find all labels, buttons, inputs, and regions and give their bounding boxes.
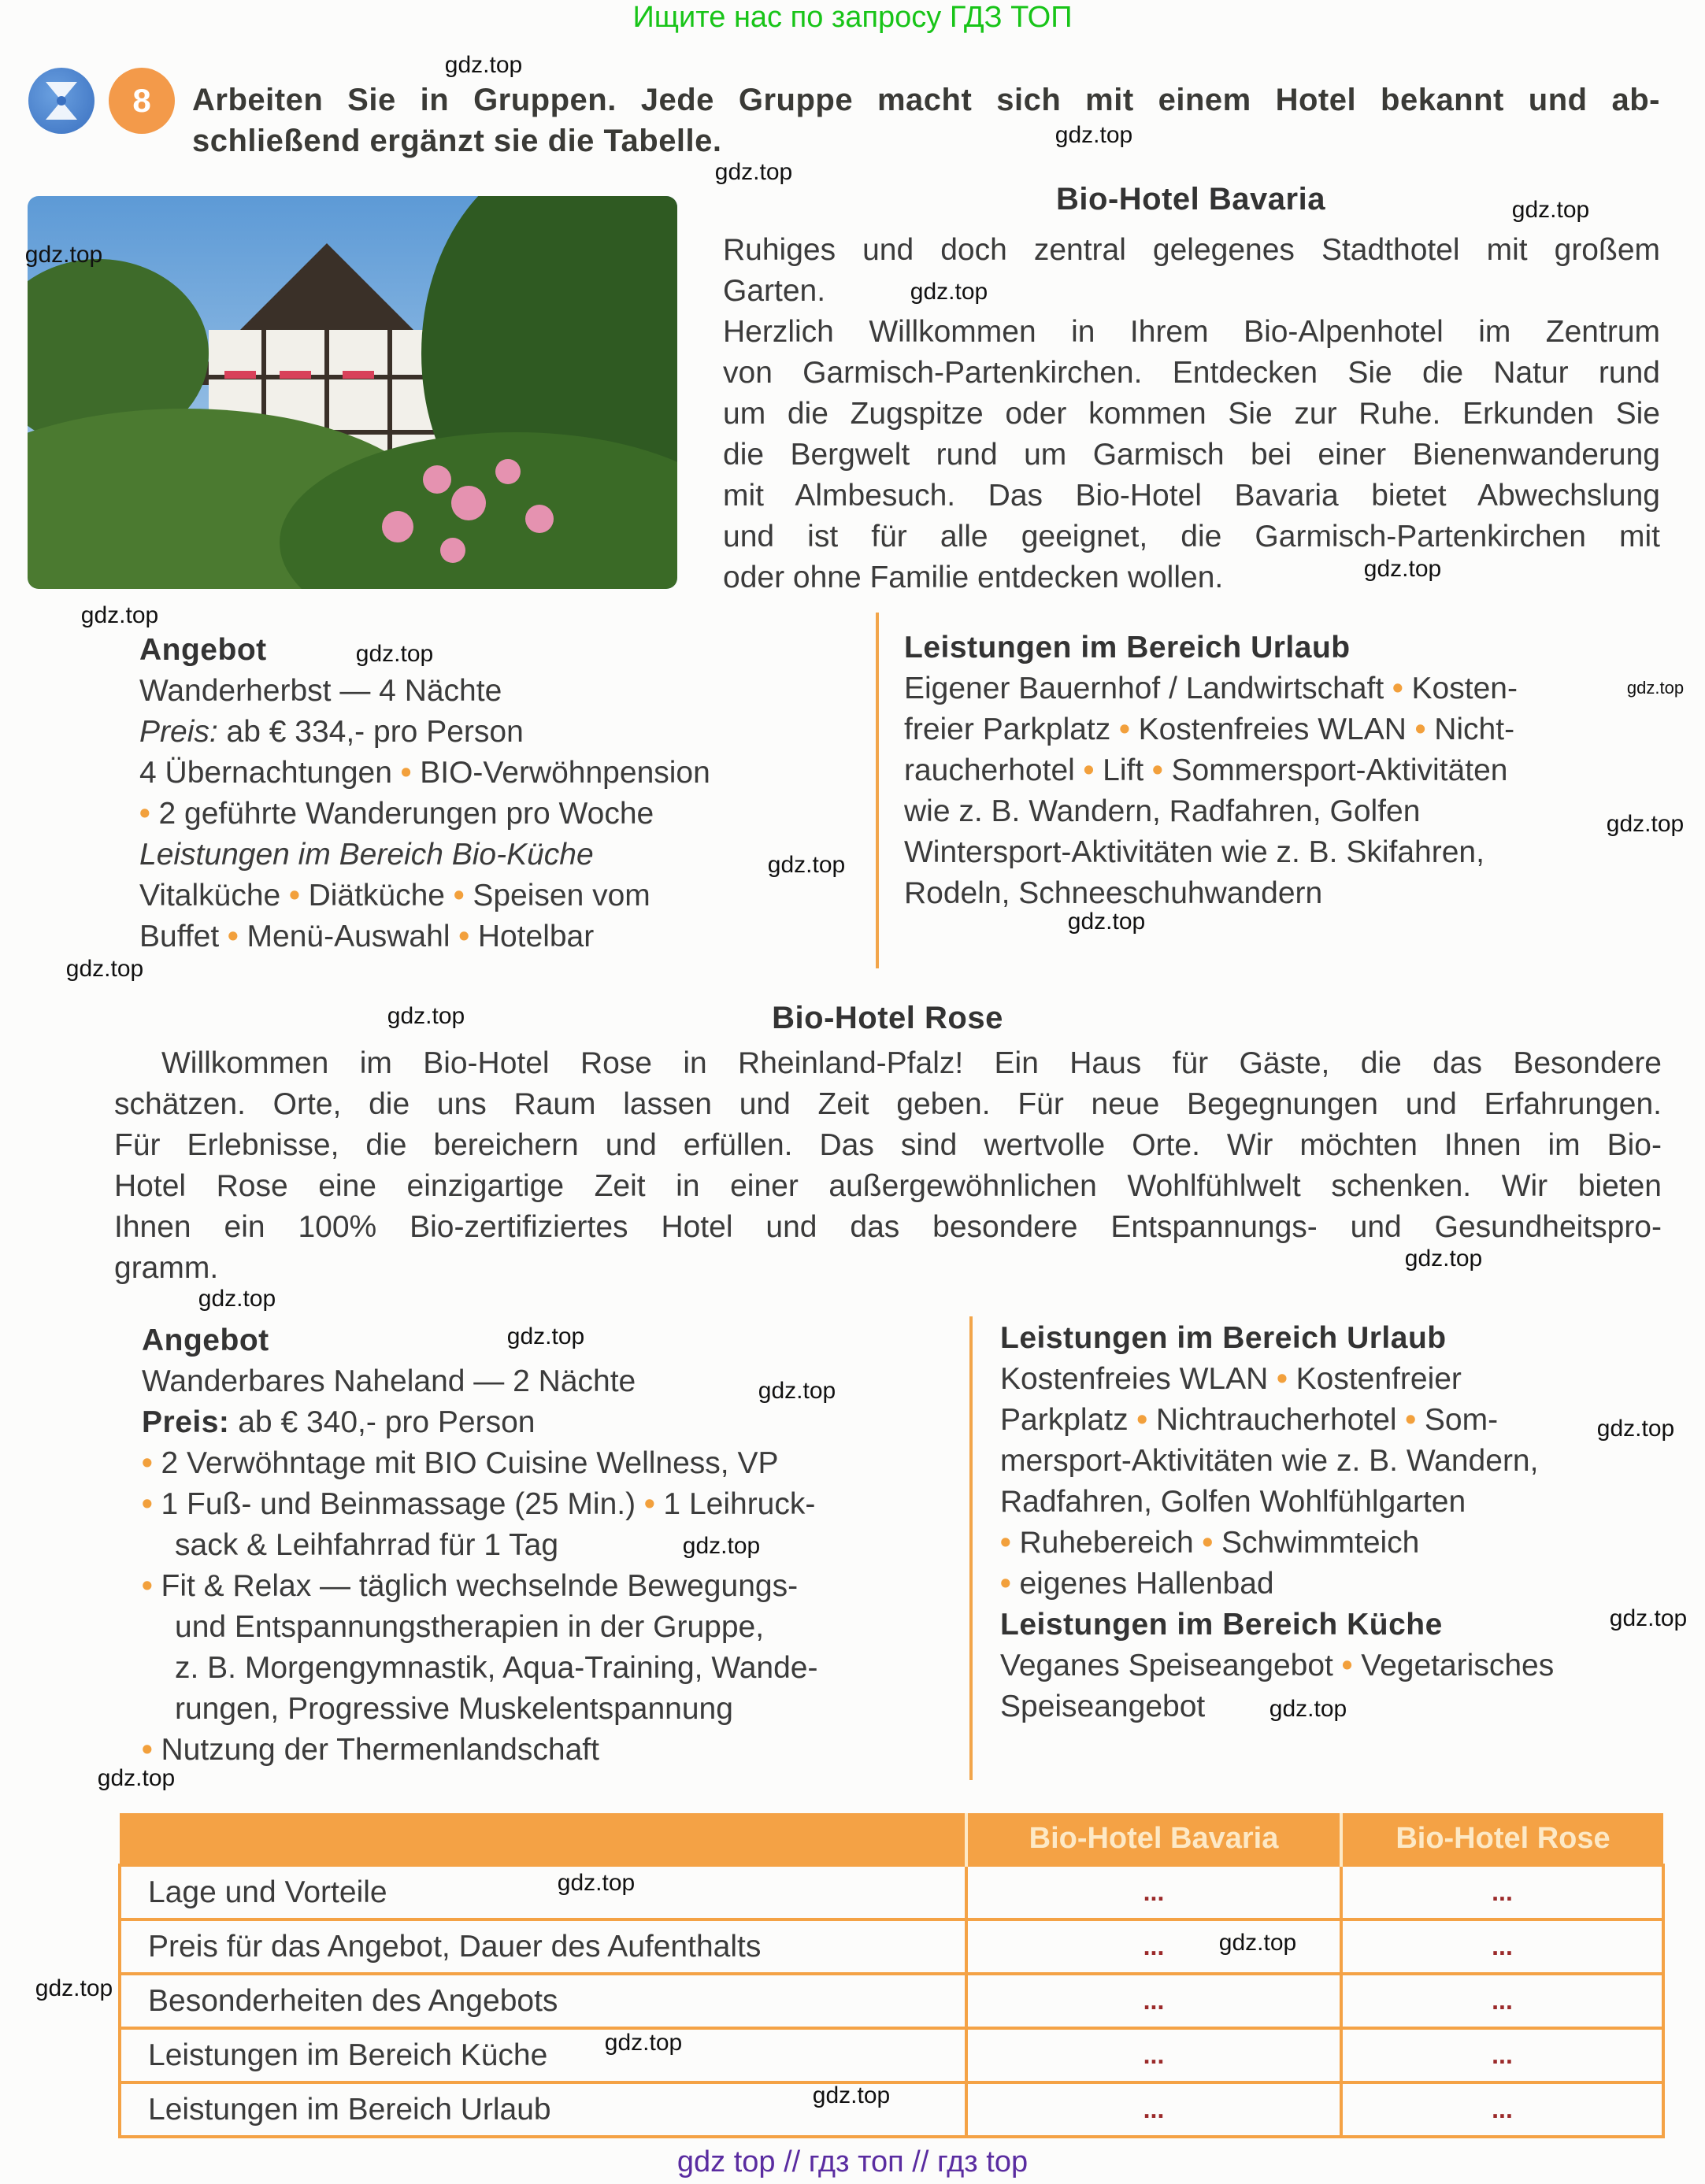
list-line: Kostenfreies WLAN • Kostenfreier <box>1000 1362 1462 1396</box>
watermark: gdz.top <box>682 1533 761 1559</box>
watermark: gdz.top <box>758 1378 836 1404</box>
paragraph-line: mit Almbesuch. Das Bio-Hotel Bavaria bietet Abwechslung <box>723 479 1660 513</box>
list-line: raucherhotel • Lift • Sommersport-Aktivitäten <box>904 753 1508 787</box>
bullet-icon: • <box>142 1733 153 1767</box>
task-number-badge: 8 <box>109 68 175 134</box>
paragraph-line: oder ohne Familie entdecken wollen. <box>723 561 1224 594</box>
list-line: Veganes Speiseangebot • Vegetarisches <box>1000 1649 1555 1682</box>
top-banner: Ищите нас по запросу ГДЗ ТОП <box>632 1 1073 34</box>
bullet-icon: • <box>458 920 469 953</box>
list-line: Radfahren, Golfen Wohlfühlgarten <box>1000 1485 1466 1519</box>
paragraph-line: Garten. <box>723 274 826 308</box>
task-line: schließend ergänzt sie die Tabelle. <box>192 124 722 158</box>
rose-title: Bio-Hotel Rose <box>772 1001 1003 1035</box>
rose-cell: ... <box>1341 1865 1663 1919</box>
watermark: gdz.top <box>1626 678 1685 698</box>
list-line: Rodeln, Schneeschuhwandern <box>904 876 1323 910</box>
bullet-icon: • <box>1392 672 1403 705</box>
row-label: Preis für das Angebot, Dauer des Aufenthalts <box>120 1919 966 1974</box>
list-line: Wanderherbst — 4 Nächte <box>139 674 502 708</box>
bullet-icon: • <box>1136 1403 1148 1437</box>
bavaria-cell: ... <box>966 2028 1341 2082</box>
row-label: Lage und Vorteile <box>120 1865 966 1919</box>
bullet-icon: • <box>139 797 150 831</box>
footer-banner: gdz top // гдз топ // гдз top <box>676 2145 1029 2178</box>
watermark: gdz.top <box>1606 811 1685 837</box>
task-instruction <box>192 80 1660 161</box>
rose-cell: ... <box>1341 1974 1663 2028</box>
watermark: gdz.top <box>506 1323 585 1349</box>
bullet-icon: • <box>1202 1526 1214 1560</box>
row-label: Leistungen im Bereich Küche <box>120 2028 966 2082</box>
rose-cell: ... <box>1341 2028 1663 2082</box>
paragraph-line: und ist für alle geeignet, die Garmisch-Partenkirchen mit <box>723 520 1660 553</box>
watermark: gdz.top <box>1067 909 1146 935</box>
bullet-icon: • <box>1000 1567 1011 1601</box>
task-line: Arbeiten Sie in Gruppen. Jede Gruppe macht sich mit einem Hotel bekannt und ab- <box>192 83 1660 117</box>
watermark: gdz.top <box>812 2082 891 2108</box>
bullet-icon: • <box>453 879 465 912</box>
list-line: Buffet • Menü-Auswahl • Hotelbar <box>139 920 595 953</box>
list-line: Wintersport-Aktivitäten wie z. B. Skifahren, <box>904 835 1484 869</box>
watermark: gdz.top <box>910 279 988 305</box>
watermark: gdz.top <box>714 159 793 185</box>
bavaria-offer <box>139 630 710 957</box>
list-line: rungen, Progressive Muskelentspannung <box>175 1692 733 1726</box>
bullet-icon: • <box>400 756 412 790</box>
list-line: mersport-Aktivitäten wie z. B. Wandern, <box>1000 1444 1539 1478</box>
watermark: gdz.top <box>198 1286 276 1312</box>
rose-cell: ... <box>1341 2082 1663 2137</box>
bullet-icon: • <box>1083 753 1095 787</box>
bavaria-services <box>904 627 1518 914</box>
watermark: gdz.top <box>35 1975 113 2001</box>
list-line: • 1 Fuß- und Beinmassage (25 Min.) • 1 Leihruck- <box>142 1487 816 1521</box>
paragraph-line: schätzen. Orte, die uns Raum lassen und Zeit geben. Für neue Begegnungen und Erfahrungen. <box>114 1087 1662 1121</box>
watermark: gdz.top <box>24 242 103 268</box>
bullet-icon: • <box>142 1569 153 1603</box>
paragraph-line: die Bergwelt rund um Garmisch bei einer Bienenwanderung <box>723 438 1660 472</box>
group-work-icon <box>28 68 95 134</box>
watermark: gdz.top <box>1511 197 1590 223</box>
table-row <box>120 2082 1663 2137</box>
bullet-icon: • <box>643 1487 655 1521</box>
list-line: Eigener Bauernhof / Landwirtschaft • Kosten- <box>904 672 1518 705</box>
list-line: Vitalküche • Diätküche • Speisen vom <box>139 879 650 912</box>
bavaria-cell: ... <box>966 1919 1341 1974</box>
section-heading: Angebot <box>142 1323 269 1357</box>
row-label: Besonderheiten des Angebots <box>120 1974 966 2028</box>
bavaria-cell: ... <box>966 2082 1341 2137</box>
watermark: gdz.top <box>767 852 846 878</box>
paragraph-line: um die Zugspitze oder kommen Sie zur Ruhe. Erkunden Sie <box>723 397 1660 431</box>
table-row <box>120 1974 1663 2028</box>
list-line: • 2 Verwöhntage mit BIO Cuisine Wellness, VP <box>142 1446 779 1480</box>
watermark: gdz.top <box>1363 556 1442 582</box>
bullet-icon: • <box>142 1446 153 1480</box>
paragraph-line: Hotel Rose eine einzigartige Zeit in einer außergewöhnlichen Wohlfühlwelt schenken. Wir bieten <box>114 1169 1662 1203</box>
watermark: gdz.top <box>97 1765 176 1791</box>
watermark: gdz.top <box>1269 1696 1347 1722</box>
watermark: gdz.top <box>65 956 144 982</box>
price-line: Preis: ab € 340,- pro Person <box>142 1405 536 1439</box>
table-row <box>120 1865 1663 1919</box>
price-label: Preis: <box>139 715 218 749</box>
watermark: gdz.top <box>355 641 434 667</box>
bullet-icon: • <box>142 1487 153 1521</box>
section-heading: Leistungen im Bereich Urlaub <box>904 631 1351 664</box>
bullet-icon: • <box>228 920 239 953</box>
bullet-icon: • <box>1000 1526 1011 1560</box>
watermark: gdz.top <box>444 52 523 78</box>
table-row <box>120 1919 1663 1974</box>
table-header-row <box>120 1813 1663 1865</box>
watermark: gdz.top <box>80 602 159 628</box>
paragraph-line: Ihnen ein 100% Bio-zertifiziertes Hotel und das besondere Entspannungs- und Gesundheitspro- <box>114 1210 1662 1244</box>
hotel-bavaria-photo <box>28 196 677 589</box>
table-header-rose: Bio-Hotel Rose <box>1341 1813 1663 1865</box>
paragraph-line: Ruhiges und doch zentral gelegenes Stadthotel mit großem <box>723 233 1660 267</box>
table-header-empty <box>120 1813 966 1865</box>
list-line: • eigenes Hallenbad <box>1000 1567 1274 1601</box>
paragraph-line: Für Erlebnisse, die bereichern und erfüllen. Das sind wertvolle Orte. Wir möchten Ihnen im Bio- <box>114 1128 1662 1162</box>
bullet-icon: • <box>1119 713 1130 746</box>
divider-line <box>969 1316 973 1780</box>
list-line: • Fit & Relax — täglich wechselnde Bewegungs- <box>142 1569 799 1603</box>
bullet-icon: • <box>1341 1649 1353 1682</box>
list-line: und Entspannungstherapien in der Gruppe, <box>175 1610 765 1644</box>
watermark: gdz.top <box>1218 1930 1297 1956</box>
price-label: Preis: <box>142 1405 230 1439</box>
list-line: freier Parkplatz • Kostenfreies WLAN • Nicht- <box>904 713 1515 746</box>
paragraph-line: Willkommen im Bio-Hotel Rose in Rheinland-Pfalz! Ein Haus für Gäste, die das Besondere <box>161 1046 1662 1080</box>
watermark: gdz.top <box>1609 1605 1688 1631</box>
list-line: Speiseangebot <box>1000 1690 1206 1723</box>
bullet-icon: • <box>1152 753 1163 787</box>
watermark: gdz.top <box>1596 1416 1675 1442</box>
section-heading: Angebot <box>139 633 267 667</box>
list-line: wie z. B. Wandern, Radfahren, Golfen <box>904 794 1421 828</box>
list-line: z. B. Morgengymnastik, Aqua-Training, Wande- <box>175 1651 818 1685</box>
paragraph-line: von Garmisch-Partenkirchen. Entdecken Sie die Natur rund <box>723 356 1660 390</box>
bavaria-cell: ... <box>966 1865 1341 1919</box>
divider-line <box>876 613 879 968</box>
bullet-icon: • <box>1405 1403 1417 1437</box>
row-label: Leistungen im Bereich Urlaub <box>120 2082 966 2137</box>
list-line: sack & Leihfahrrad für 1 Tag <box>175 1528 559 1562</box>
subsection-heading: Leistungen im Bereich Bio-Küche <box>139 838 594 872</box>
section-heading: Leistungen im Bereich Küche <box>1000 1608 1443 1642</box>
watermark: gdz.top <box>1055 122 1133 148</box>
bavaria-description <box>723 230 1660 598</box>
bullet-icon: • <box>1414 713 1426 746</box>
price-line: Preis: ab € 334,- pro Person <box>139 715 524 749</box>
bullet-icon: • <box>289 879 300 912</box>
bavaria-cell: ... <box>966 1974 1341 2028</box>
list-line: • Nutzung der Thermenlandschaft <box>142 1733 599 1767</box>
watermark: gdz.top <box>387 1003 465 1029</box>
list-line: • Ruhebereich • Schwimmteich <box>1000 1526 1420 1560</box>
section-heading: Leistungen im Bereich Urlaub <box>1000 1321 1447 1355</box>
watermark: gdz.top <box>604 2030 683 2056</box>
list-line: Parkplatz • Nichtraucherhotel • Som- <box>1000 1403 1499 1437</box>
watermark: gdz.top <box>557 1870 636 1896</box>
list-line: Wanderbares Naheland — 2 Nächte <box>142 1364 636 1398</box>
bullet-icon: • <box>1277 1362 1288 1396</box>
paragraph-line: gramm. <box>114 1251 219 1285</box>
comparison-table <box>118 1813 1665 2138</box>
watermark: gdz.top <box>1404 1246 1483 1272</box>
bavaria-title: Bio-Hotel Bavaria <box>1056 182 1325 217</box>
table-header-bavaria: Bio-Hotel Bavaria <box>966 1813 1341 1865</box>
rose-services <box>1000 1318 1554 1727</box>
list-line: • 2 geführte Wanderungen pro Woche <box>139 797 654 831</box>
table-row <box>120 2028 1663 2082</box>
list-line: 4 Übernachtungen • BIO-Verwöhnpension <box>139 756 710 790</box>
rose-cell: ... <box>1341 1919 1663 1974</box>
paragraph-line: Herzlich Willkommen in Ihrem Bio-Alpenhotel im Zentrum <box>723 315 1660 349</box>
